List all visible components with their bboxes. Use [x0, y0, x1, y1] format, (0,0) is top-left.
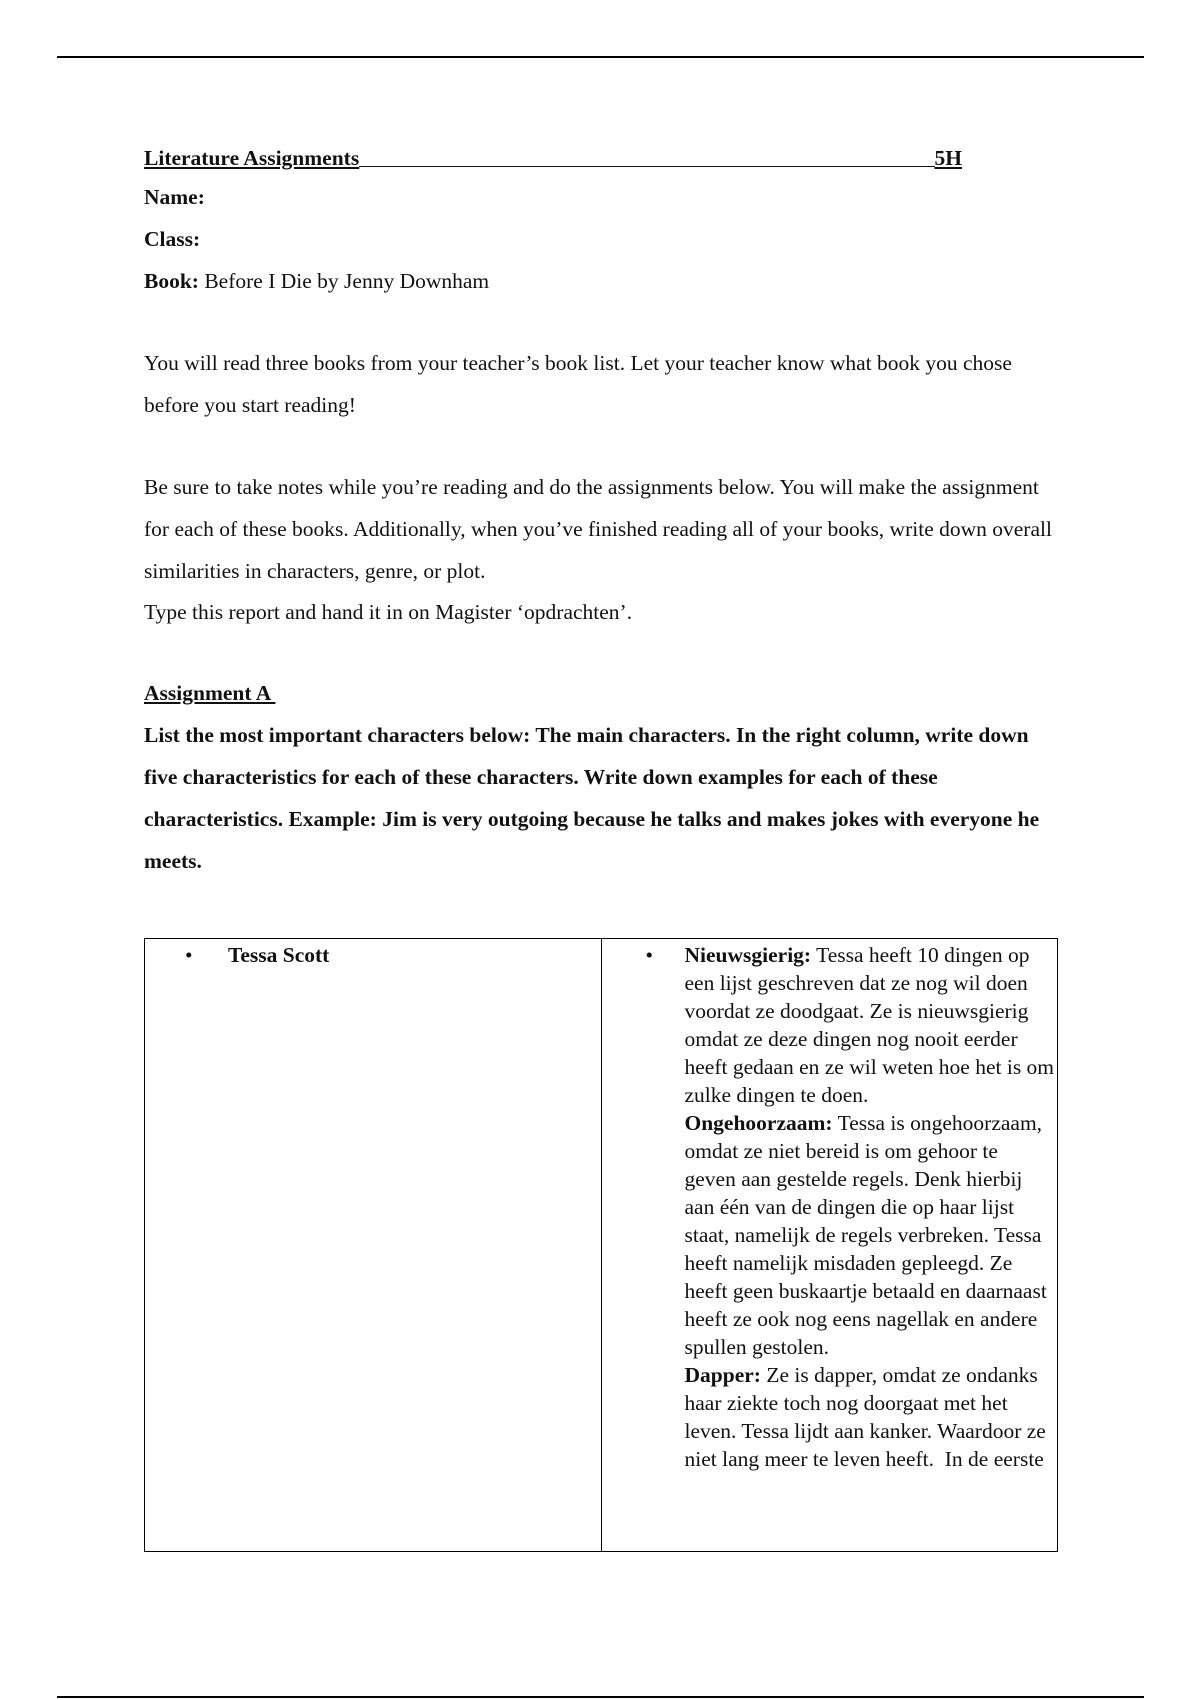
trait-label: Ongehoorzaam:: [684, 1111, 833, 1135]
trait-text: Ze is dapper, omdat ze ondanks haar ziekte toch nog doorgaat met het leven. Tessa lijdt aan kanker. Waardoor ze niet lang meer te leven heeft. In de eerste: [684, 1363, 1052, 1471]
characteristics-cell: [601, 939, 1058, 1552]
document-title-line: [144, 140, 962, 176]
document-body: [144, 140, 1064, 882]
intro-paragraph-3: Type this report and hand it in on Magister ‘opdrachten’.: [144, 600, 633, 624]
page-bottom-rule: [57, 1696, 1144, 1698]
character-name: Tessa Scott: [228, 943, 330, 967]
assignment-a-heading: [144, 672, 1064, 714]
trait-curious: [685, 941, 1055, 1109]
name-field: [144, 176, 1064, 218]
book-value: Before I Die by Jenny Downham: [204, 269, 490, 293]
assignment-a-instructions: List the most important characters below: The main characters. In the right column, write down five characteristics for each of these characters. Write down examples for each of these characteristics. Example: Jim is very outgoing because he talks and makes jokes with everyone he meets.: [144, 723, 1040, 873]
trait-brave: [685, 1361, 1055, 1473]
title-underline: [359, 140, 934, 167]
book-label: Book:: [144, 269, 199, 293]
assignment-a-heading-text: Assignment A: [144, 681, 276, 705]
document-title: Literature Assignments: [144, 146, 360, 170]
name-label: Name:: [144, 185, 205, 209]
trait-disobedient: [685, 1109, 1055, 1361]
table-row: [145, 939, 1058, 1552]
trait-label: Nieuwsgierig:: [684, 943, 812, 967]
bullet-icon: •: [185, 943, 193, 967]
class-label: Class:: [144, 227, 201, 251]
intro-paragraph-1: You will read three books from your teacher’s book list. Let your teacher know what book you chose before you start reading!: [144, 351, 1012, 417]
class-level: 5H: [934, 146, 962, 170]
page-top-rule: [57, 56, 1144, 58]
trait-text: Tessa is ongehoorzaam, omdat ze niet bereid is om gehoor te geven aan gestelde regels. Denk hierbij aan één van de dingen die op haar lijst staat, namelijk de regels verbreken. Tessa heeft namelijk misdaden gepleegd. Ze heeft geen buskaartje betaald en daarnaast heeft ze ook nog eens nagellak en andere spullen gestolen.: [684, 1111, 1047, 1359]
characteristics-list: [685, 941, 1055, 1473]
trait-label: Dapper:: [684, 1363, 761, 1387]
character-cell: [145, 939, 602, 1552]
intro-paragraph-2: Be sure to take notes while you’re reading and do the assignments below. You will make the assignment for each of these books. Additionally, when you’ve finished reading all of your books, write down overall similarities in characters, genre, or plot.: [144, 475, 1052, 583]
class-field: [144, 218, 1064, 260]
bullet-icon: •: [645, 943, 654, 967]
trait-text: Tessa heeft 10 dingen op een lijst geschreven dat ze nog wil doen voordat ze doodgaat. Ze is nieuwsgierig omdat ze deze dingen nog nooit eerder heeft gedaan en ze wil weten hoe het is om zulke dingen te doen.: [684, 943, 1055, 1107]
characters-table: [144, 938, 1058, 1552]
book-field: [144, 260, 1064, 302]
